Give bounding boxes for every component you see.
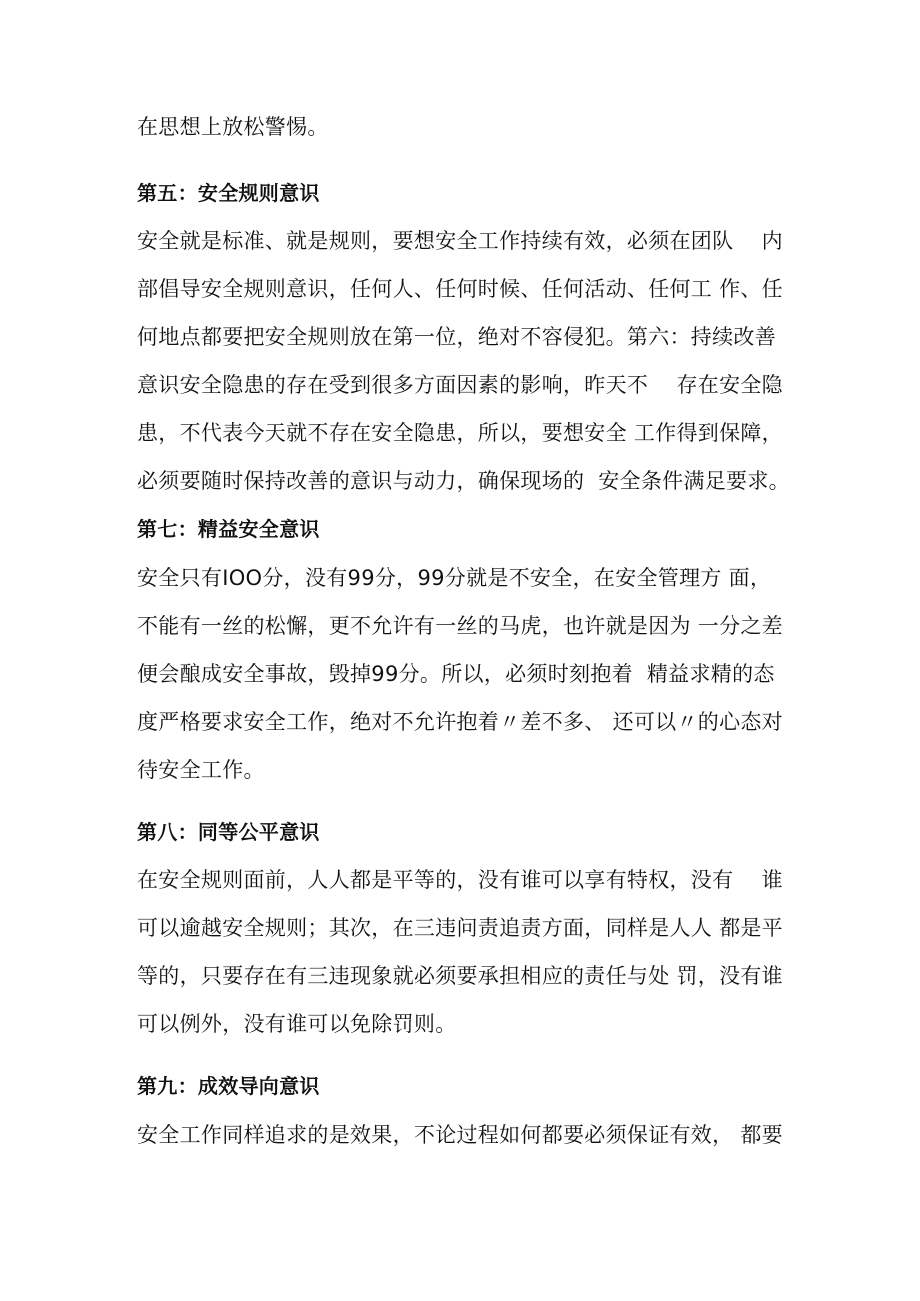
body-line: 患，不代表今天就不存在安全隐患，所以，要想安全 工作得到保障， [137,421,783,445]
body-line: 在安全规则面前，人人都是平等的，没有谁可以享有特权，没有 谁 [137,868,783,892]
body-line: 意识安全隐患的存在受到很多方面因素的影响，昨天不 存在安全隐 [137,373,783,397]
body-line: 必须要随时保持改善的意识与动力，确保现场的 安全条件满足要求。 [137,469,790,493]
section-heading-9: 第九：成效导向意识 [137,1074,320,1098]
body-line: 待安全工作。 [137,758,265,782]
body-line: 部倡导安全规则意识，任何人、任何时候、任何活动、任何工 作、任 [137,277,783,301]
body-line: 不能有一丝的松懈，更不允许有一丝的马虎，也许就是因为 一分之差 [137,614,783,638]
body-line: 便会酿成安全事故，毁掉99分。所以，必须时刻抱着 精益求精的态 [137,662,775,686]
body-line: 在思想上放松警惕。 [137,115,329,139]
section-heading-8: 第八：同等公平意识 [137,820,320,844]
section-heading-5: 第五：安全规则意识 [137,181,320,205]
section-heading-7: 第七：精益安全意识 [137,517,320,541]
body-line: 何地点都要把安全规则放在第一位，绝对不容侵犯。第六：持续改善 [137,325,776,349]
body-line: 安全工作同样追求的是效果，不论过程如何都要必须保证有效， 都要 [137,1123,783,1147]
body-line: 可以逾越安全规则；其次，在三违问责追责方面，同样是人人 都是平 [137,916,783,940]
body-line: 安全只有IOO分，没有99分，99分就是不安全，在安全管理方 面， [137,566,772,590]
body-line: 度严格要求安全工作，绝对不允许抱着〃差不多、 还可以〃的心态对 [137,710,783,734]
body-line: 安全就是标准、就是规则，要想安全工作持续有效，必须在团队 内 [137,229,783,253]
body-line: 等的，只要存在有三违现象就必须要承担相应的责任与处 罚，没有谁 [137,964,783,988]
body-line: 可以例外，没有谁可以免除罚则。 [137,1012,457,1036]
